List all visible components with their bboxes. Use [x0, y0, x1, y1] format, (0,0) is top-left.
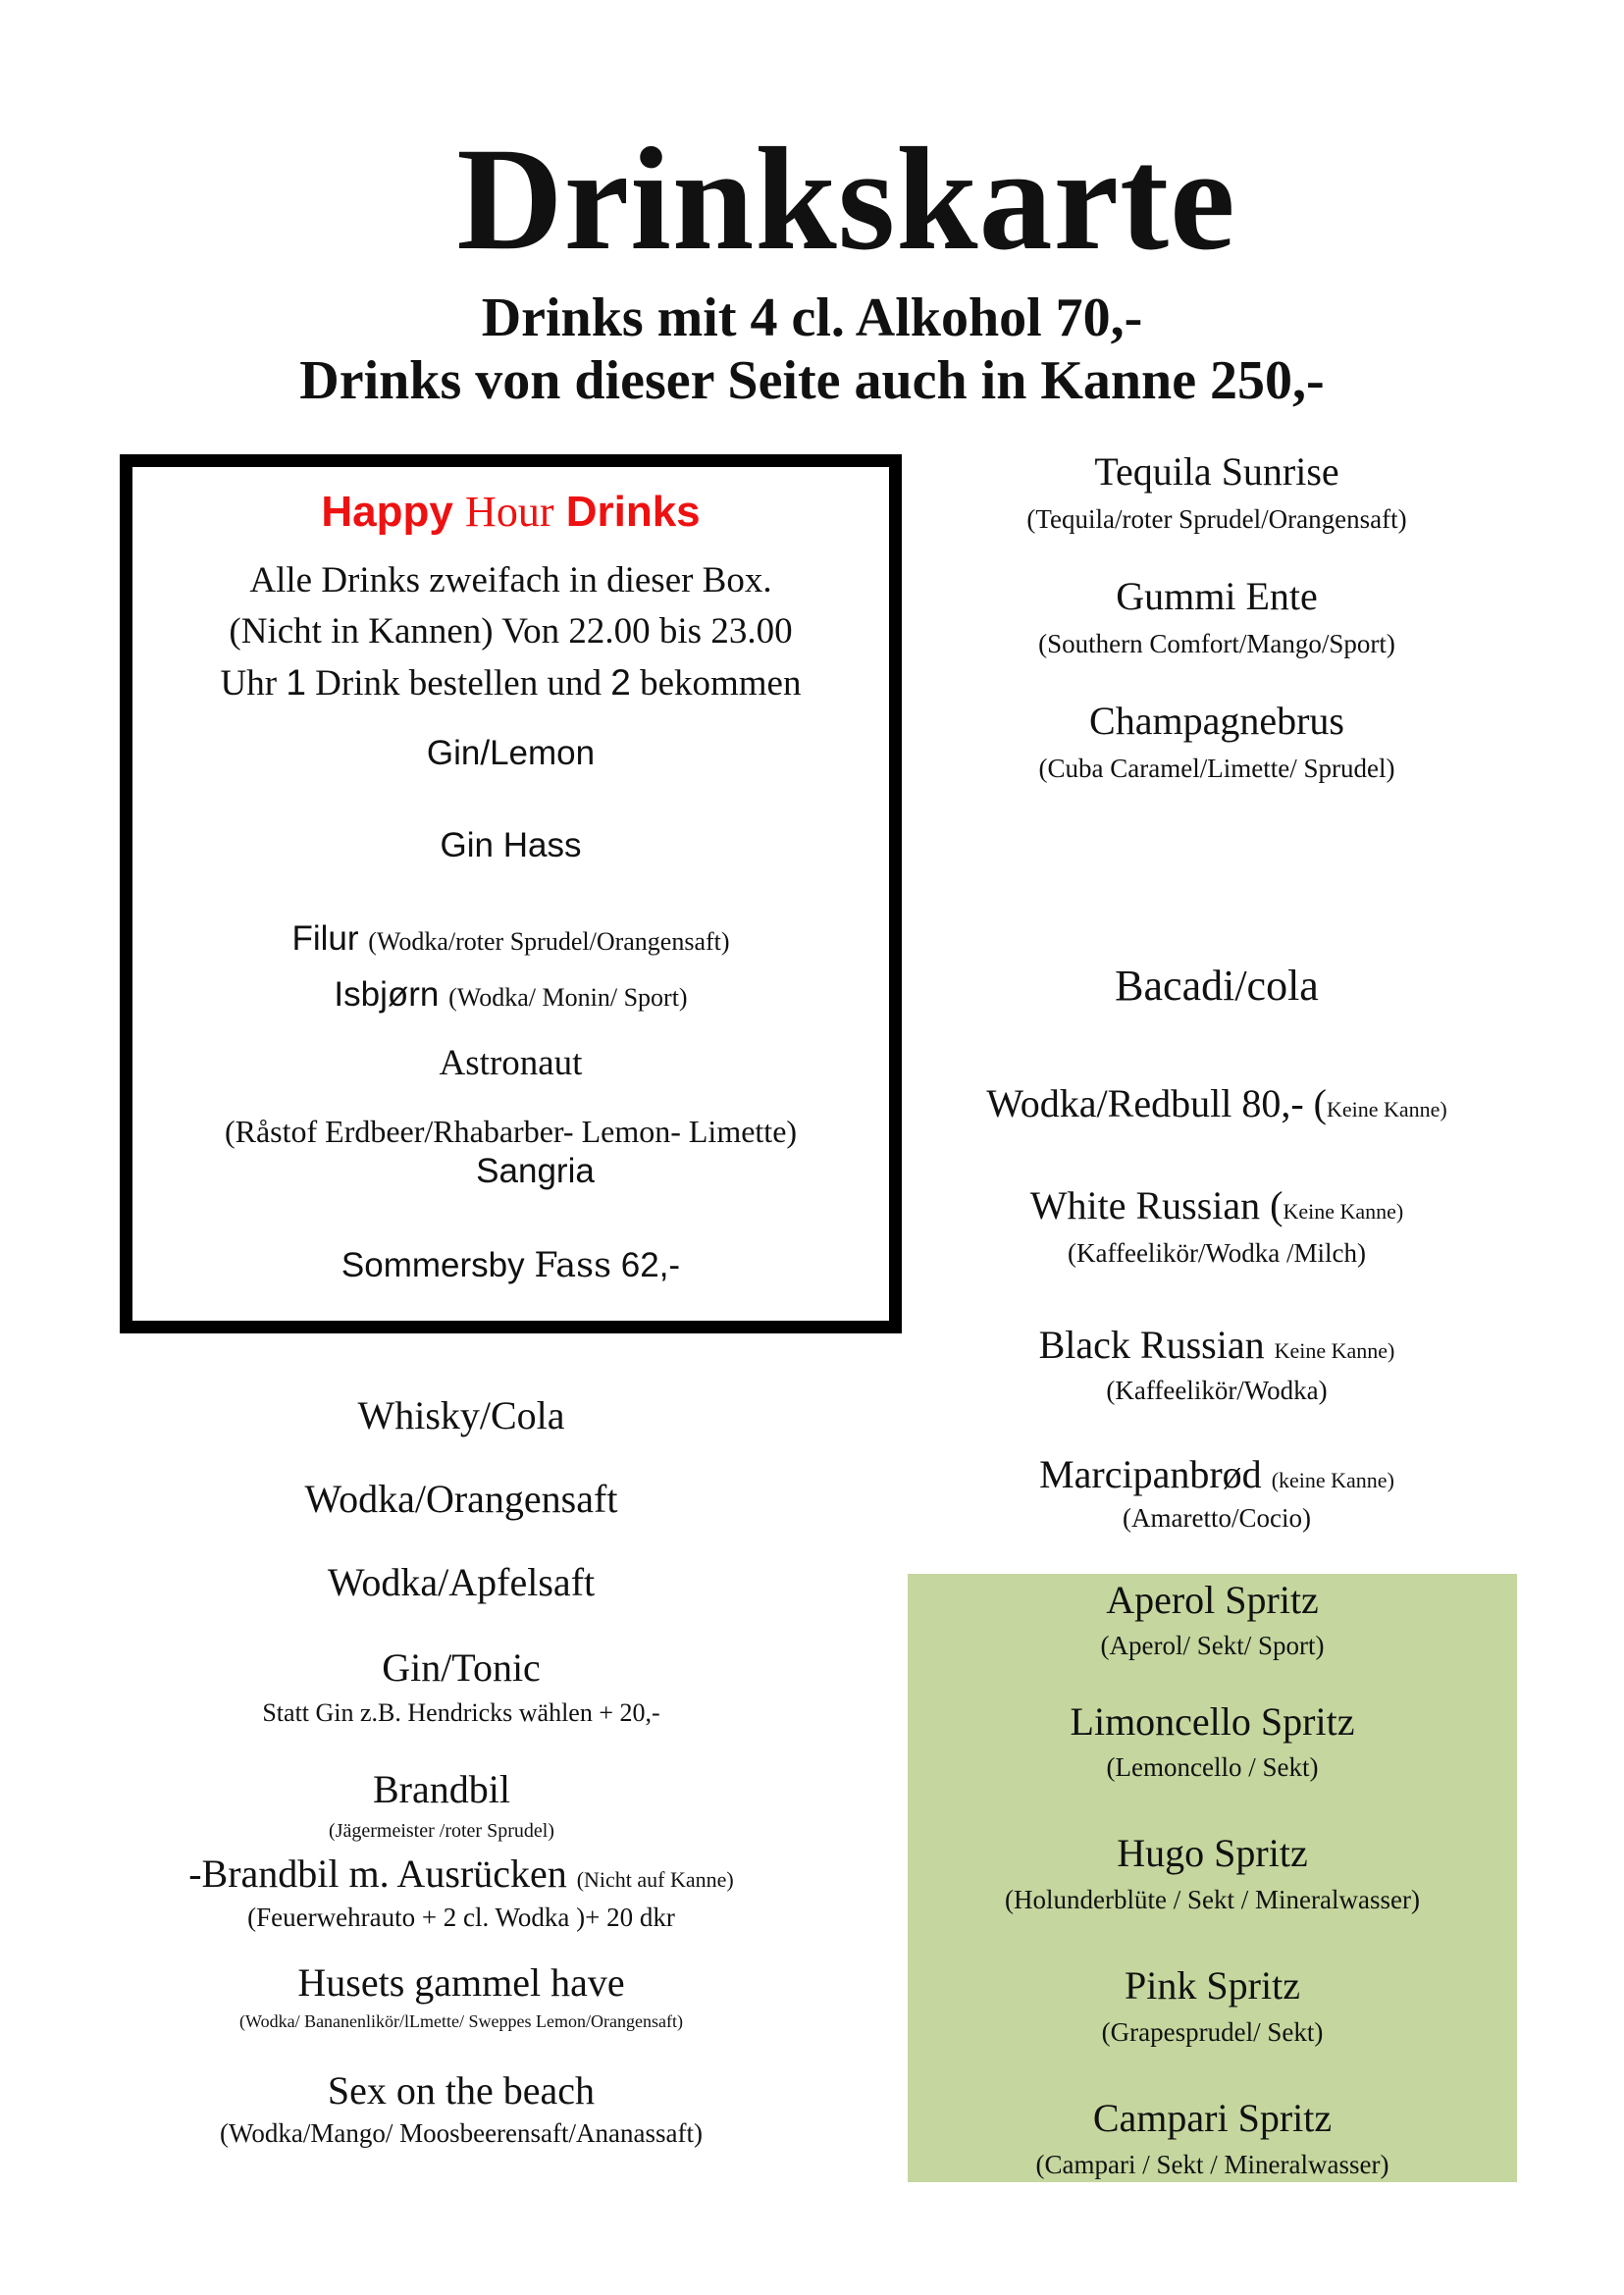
drink-white-russian	[908, 1183, 1526, 1234]
gummi-ente-description: (Southern Comfort/Mango/Sport)	[1038, 629, 1395, 658]
happy-hour-box	[120, 454, 902, 1333]
drink-champagnebrus: Champagnebrus	[1089, 699, 1344, 743]
spritz-box	[908, 1574, 1517, 2182]
drink-name: -Brandbil m. Ausrücken	[188, 1852, 577, 1896]
drink-note: Keine Kanne)	[1283, 1199, 1404, 1224]
drink-note: Keine Kanne)	[1326, 1097, 1447, 1121]
aperol-spritz-description: (Aperol/ Sekt/ Sport)	[1100, 1631, 1325, 1660]
drink-wodka-apfelsaft: Wodka/Apfelsaft	[327, 1560, 596, 1604]
drink-name: Marcipanbrød	[1039, 1452, 1272, 1496]
drink-name: Wodka/Redbull 80,- (	[986, 1081, 1327, 1125]
happy-hour-title-part: Drinks	[553, 488, 701, 536]
drink-gin-tonic: Gin/Tonic	[382, 1645, 541, 1690]
campari-spritz-description: (Campari / Sekt / Mineralwasser)	[1035, 2150, 1389, 2179]
drink-astronaut: Astronaut	[439, 1043, 583, 1083]
champagnebrus-description: (Cuba Caramel/Limette/ Sprudel)	[1038, 754, 1395, 783]
rule-text: Drink bestellen und	[305, 663, 611, 704]
price-subtitle: Drinks mit 4 cl. Alkohol 70,-	[481, 287, 1143, 348]
brandbil-ausruecken-description: (Feuerwehrauto + 2 cl. Wodka )+ 20 dkr	[247, 1903, 675, 1932]
happy-hour-rule-2: (Nicht in Kannen) Von 22.00 bis 23.00	[229, 611, 793, 652]
happy-hour-rule-1: Alle Drinks zweifach in dieser Box.	[249, 560, 772, 600]
happy-hour-title	[132, 487, 889, 538]
drink-pink-spritz: Pink Spritz	[1125, 1963, 1300, 2008]
kanne-subtitle: Drinks von dieser Seite auch in Kanne 250,-	[299, 350, 1325, 411]
limoncello-spritz-description: (Lemoncello / Sekt)	[1106, 1752, 1319, 1782]
drink-marcipanbrod	[908, 1452, 1526, 1503]
drink-wodka-redbull	[883, 1081, 1550, 1132]
white-russian-description: (Kaffeelikör/Wodka /Milch)	[1068, 1238, 1366, 1268]
drink-gin-hass: Gin Hass	[440, 826, 582, 864]
drink-name: Isbjørn	[334, 975, 449, 1014]
drink-filur	[132, 918, 889, 963]
drink-limoncello-spritz: Limoncello Spritz	[1070, 1699, 1355, 1744]
drink-black-russian	[908, 1323, 1526, 1374]
drink-name: Filur	[291, 919, 369, 958]
drink-sangria: Sangria	[476, 1152, 595, 1190]
drink-husets-gammel-have: Husets gammel have	[297, 1960, 625, 2005]
rule-number: 2	[610, 662, 631, 703]
drink-tequila-sunrise: Tequila Sunrise	[1094, 449, 1339, 494]
drink-gin-lemon: Gin/Lemon	[426, 734, 596, 772]
pink-spritz-description: (Grapesprudel/ Sekt)	[1101, 2017, 1324, 2047]
drink-note: (Nicht auf Kanne)	[576, 1867, 734, 1892]
drink-astronaut-description: (Råstof Erdbeer/Rhabarber- Lemon- Limette)	[224, 1114, 798, 1149]
drink-brandbil: Brandbil	[373, 1767, 510, 1811]
drink-gummi-ente: Gummi Ente	[1116, 574, 1318, 618]
black-russian-description: (Kaffeelikör/Wodka)	[1106, 1376, 1328, 1405]
rule-text: bekommen	[630, 663, 802, 704]
gin-tonic-note: Statt Gin z.B. Hendricks wählen + 20,-	[262, 1698, 660, 1727]
husets-gammel-have-description: (Wodka/ Bananenlikör/lLmette/ Sweppes Lemon/Orangensaft)	[239, 2011, 683, 2031]
sex-on-the-beach-description: (Wodka/Mango/ Moosbeerensaft/Ananassaft)	[220, 2118, 703, 2148]
drink-name: White Russian (	[1029, 1183, 1283, 1227]
drink-name: Black Russian	[1038, 1323, 1275, 1367]
drink-hugo-spritz: Hugo Spritz	[1117, 1831, 1308, 1875]
drink-campari-spritz: Campari Spritz	[1092, 2096, 1333, 2140]
drink-name: Fass	[534, 1246, 612, 1285]
tequila-sunrise-description: (Tequila/roter Sprudel/Orangensaft)	[1026, 504, 1407, 534]
drink-aperol-spritz: Aperol Spritz	[1106, 1578, 1319, 1622]
hugo-spritz-description: (Holunderblüte / Sekt / Mineralwasser)	[1005, 1885, 1420, 1914]
drink-price: 62,-	[611, 1246, 681, 1284]
happy-hour-title-part: Happy	[321, 488, 466, 536]
rule-text: Uhr	[220, 663, 287, 704]
drink-description: (Wodka/roter Sprudel/Orangensaft)	[368, 927, 730, 956]
drink-wodka-orangensaft: Wodka/Orangensaft	[304, 1477, 618, 1521]
happy-hour-title-part: Hour	[465, 488, 554, 536]
marcipanbrod-description: (Amaretto/Cocio)	[1123, 1503, 1311, 1533]
drink-note: Keine Kanne)	[1274, 1338, 1395, 1363]
drink-name: Sommersby	[341, 1246, 535, 1284]
page-title: Drinkskarte	[456, 118, 1236, 281]
drink-sommersby	[132, 1245, 889, 1286]
brandbil-description: (Jägermeister /roter Sprudel)	[329, 1820, 554, 1842]
drink-isbjorn	[132, 974, 889, 1018]
drink-description: (Wodka/ Monin/ Sport)	[448, 983, 688, 1012]
rule-number: 1	[286, 662, 306, 703]
drink-note: (keine Kanne)	[1271, 1468, 1394, 1492]
drink-brandbil-ausruecken	[79, 1852, 844, 1903]
drink-bacadi-cola: Bacadi/cola	[1115, 962, 1319, 1010]
drink-whisky-cola: Whisky/Cola	[357, 1393, 565, 1437]
happy-hour-rule-3	[132, 661, 889, 705]
drink-sex-on-the-beach: Sex on the beach	[327, 2068, 596, 2112]
